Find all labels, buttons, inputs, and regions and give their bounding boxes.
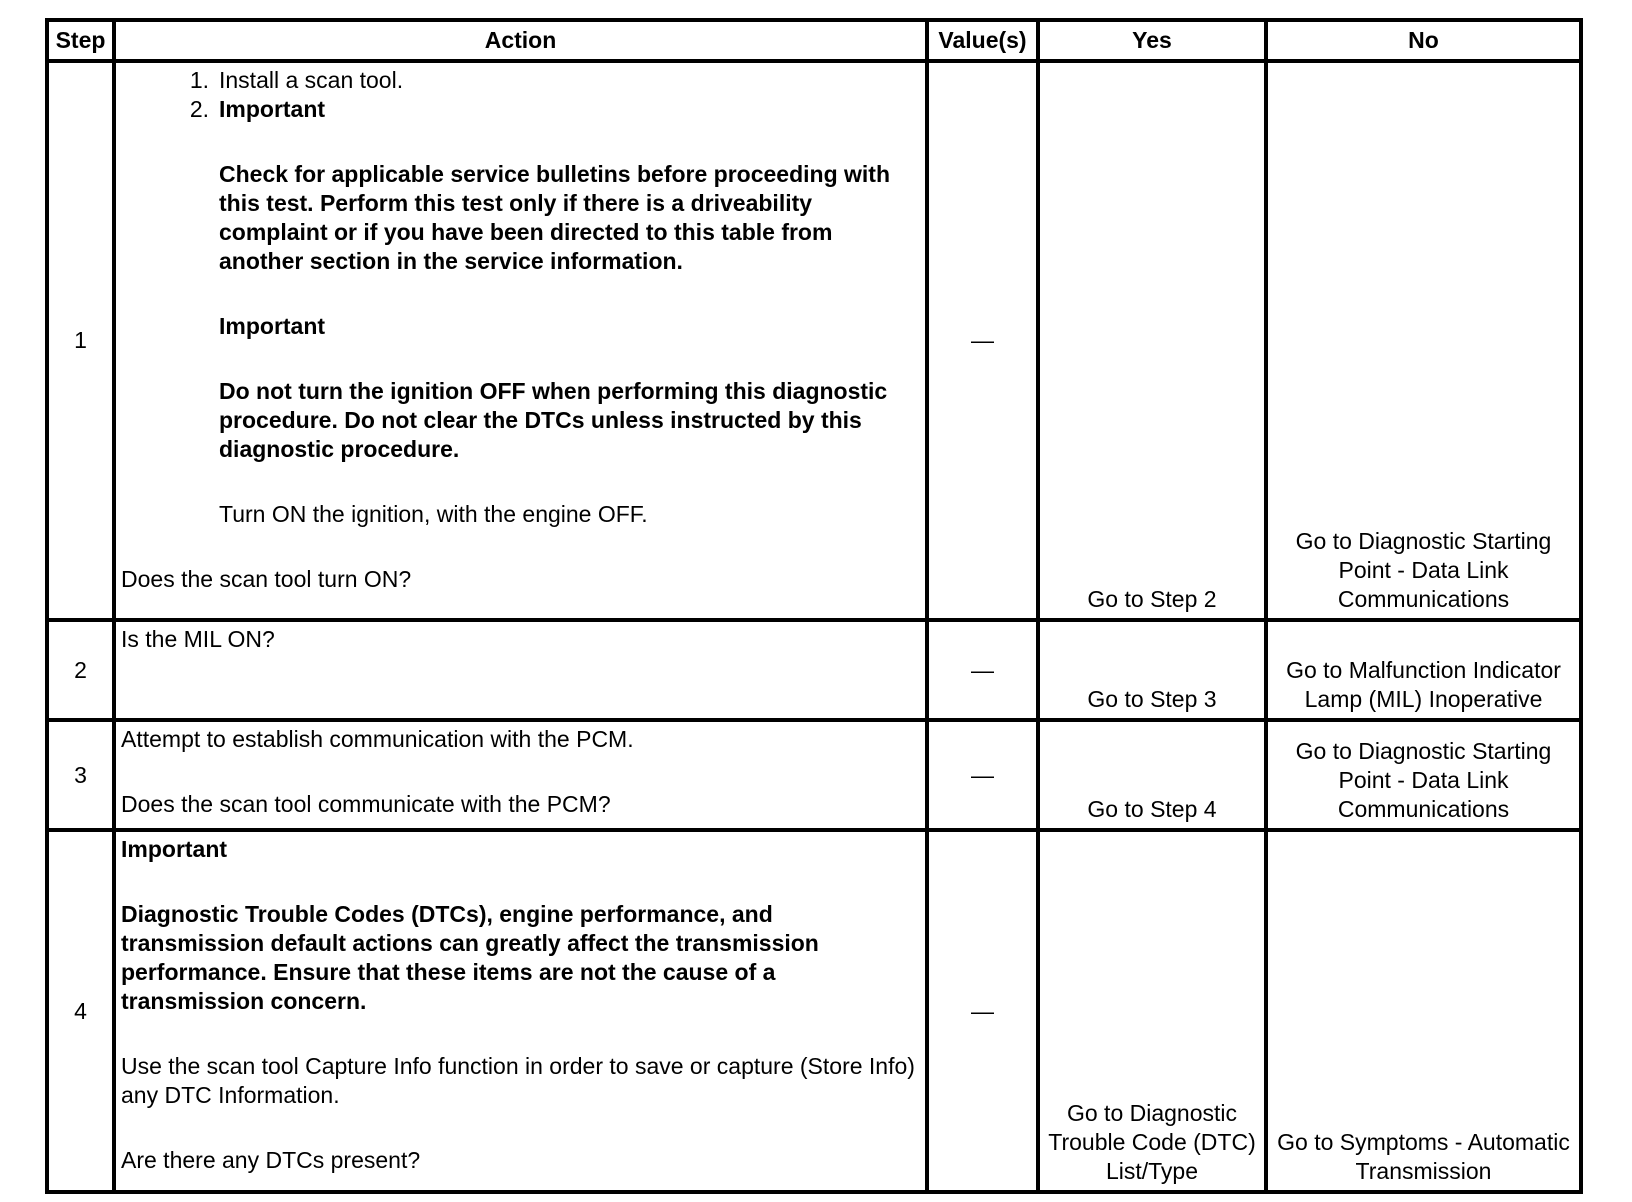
value-cell: — — [927, 620, 1038, 720]
step-number: 1 — [47, 61, 114, 620]
no-cell: Go to Diagnostic Starting Point - Data Link Communications — [1266, 720, 1581, 830]
action-cell — [114, 830, 927, 1192]
list-item — [121, 66, 919, 95]
important-note: Diagnostic Trouble Codes (DTCs), engine performance, and transmission default actions can greatly affect the transmission performance. Ensure that these items are not the cause of a transmission concern. — [121, 901, 819, 1014]
diagnostic-table — [45, 18, 1583, 1194]
question-text: Does the scan tool communicate with the PCM? — [121, 791, 611, 817]
yes-cell: Go to Diagnostic Trouble Code (DTC) List/Type — [1038, 830, 1266, 1192]
important-note: Do not turn the ignition OFF when performing this diagnostic procedure. Do not clear the DTCs unless instructed by this diagnostic procedure. — [219, 378, 888, 462]
no-cell: Go to Diagnostic Starting Point - Data Link Communications — [1266, 61, 1581, 620]
header-action: Action — [114, 20, 927, 61]
action-cell — [114, 620, 927, 720]
header-yes: Yes — [1038, 20, 1266, 61]
value-cell: — — [927, 830, 1038, 1192]
table-row-step-2 — [47, 620, 1581, 720]
action-cell — [114, 61, 927, 620]
yes-cell: Go to Step 2 — [1038, 61, 1266, 620]
header-values: Value(s) — [927, 20, 1038, 61]
instruction-text: Install a scan tool. — [219, 67, 404, 93]
important-note: Check for applicable service bulletins before proceeding with this test. Perform this test only if there is a driveability complaint or if you have been directed to this table from another section in the service information. — [219, 161, 891, 274]
step-number: 3 — [47, 720, 114, 830]
important-label: Important — [121, 836, 228, 862]
important-label: Important — [219, 96, 326, 122]
list-number: 1. — [189, 67, 209, 93]
list-number: 2. — [189, 96, 209, 122]
instruction-text: Attempt to establish communication with the PCM. — [121, 726, 634, 752]
action-cell — [114, 720, 927, 830]
table-row-step-1 — [47, 61, 1581, 620]
header-step: Step — [47, 20, 114, 61]
step-number: 4 — [47, 830, 114, 1192]
question-text: Is the MIL ON? — [121, 626, 275, 652]
step-number: 2 — [47, 620, 114, 720]
instruction-text: Turn ON the ignition, with the engine OFF. — [219, 501, 648, 527]
question-text: Does the scan tool turn ON? — [121, 566, 412, 592]
instruction-text: Use the scan tool Capture Info function in order to save or capture (Store Info) any DTC Information. — [121, 1053, 915, 1108]
header-no: No — [1266, 20, 1581, 61]
question-text: Are there any DTCs present? — [121, 1147, 421, 1173]
table-row-step-4 — [47, 830, 1581, 1192]
table-row-step-3 — [47, 720, 1581, 830]
no-cell: Go to Malfunction Indicator Lamp (MIL) Inoperative — [1266, 620, 1581, 720]
value-cell: — — [927, 720, 1038, 830]
yes-cell: Go to Step 4 — [1038, 720, 1266, 830]
value-cell: — — [927, 61, 1038, 620]
important-label: Important — [219, 313, 326, 339]
no-cell: Go to Symptoms - Automatic Transmission — [1266, 830, 1581, 1192]
list-item — [121, 95, 919, 124]
header-row — [47, 20, 1581, 61]
yes-cell: Go to Step 3 — [1038, 620, 1266, 720]
